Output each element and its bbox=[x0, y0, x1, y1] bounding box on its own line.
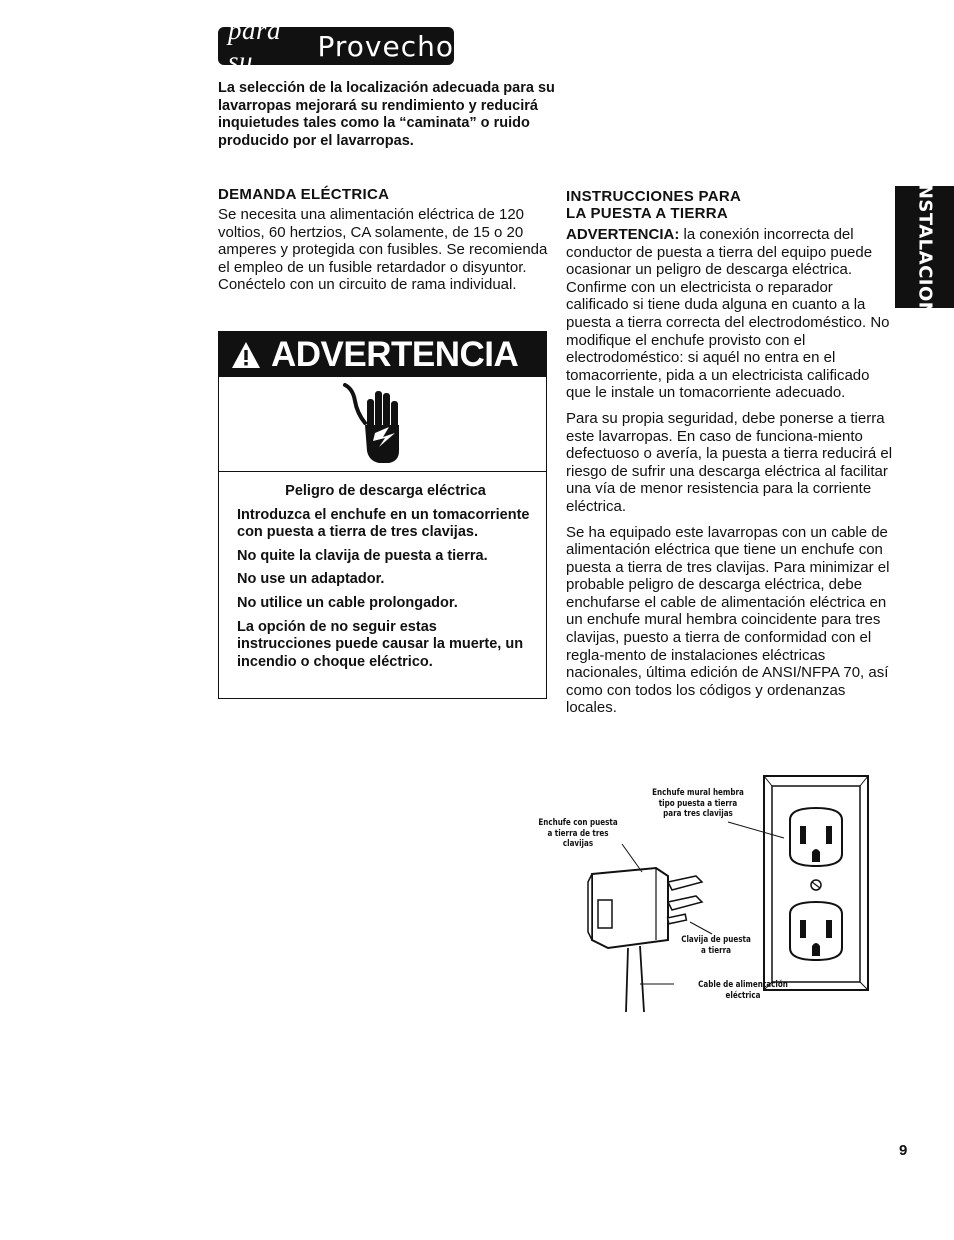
demanda-section bbox=[218, 186, 548, 294]
section-tab bbox=[895, 176, 954, 318]
pin-label bbox=[661, 935, 770, 956]
tierra-heading-1: INSTRUCCIONES PARA bbox=[566, 188, 742, 205]
warning-box bbox=[218, 331, 547, 699]
section-tab-label: INSTALACION bbox=[914, 176, 935, 318]
tierra-p1-text: la conexión incorrecta del conductor de puesta a tierra del equipo puede ocasionar un peligro de descarga eléctrica. Confirme con un electricista o reparador calificado si tiene duda alguna en cuanto a la puesta a tierra correcta del electrodoméstico. No modifique el enchufe provisto con el electrodoméstico: si aquél no entra en el tomacorriente, pida a un electricista calificado que le instale un tomacorriente adecuado. bbox=[566, 226, 890, 402]
banner-word-text: Provecho bbox=[317, 29, 454, 63]
cord-label-line-2: eléctrica bbox=[725, 989, 761, 1001]
tierra-p1-lead: ADVERTENCIA: bbox=[566, 226, 680, 243]
outlet-label-line-1: Enchufe mural hembra bbox=[652, 787, 744, 798]
warning-line-adapter: No use un adaptador. bbox=[237, 571, 385, 588]
warning-line-pin: No quite la clavija de puesta a tierra. bbox=[237, 547, 488, 564]
outlet-label-line-2: tipo puesta a tierra bbox=[658, 797, 738, 809]
warning-title: ADVERTENCIA bbox=[271, 334, 519, 374]
warning-triangle-icon bbox=[231, 341, 261, 369]
tierra-paragraph-1 bbox=[566, 226, 896, 402]
outlet-label-line-3: para tres clavijas bbox=[663, 808, 733, 819]
tierra-heading-2: LA PUESTA A TIERRA bbox=[566, 205, 729, 222]
tierra-section bbox=[566, 188, 896, 717]
outlet-label bbox=[620, 788, 776, 820]
plug-label-line-2: a tierra de tres bbox=[547, 827, 609, 839]
warning-icon-area bbox=[219, 377, 546, 472]
pin-label-line-1: Clavija de puesta bbox=[681, 934, 751, 945]
pin-label-line-2: a tierra bbox=[701, 944, 731, 956]
plug-label bbox=[516, 818, 641, 850]
cord-label-line-1: Cable de alimentación bbox=[698, 979, 788, 990]
warning-body bbox=[219, 472, 546, 671]
page-number: 9 bbox=[899, 1142, 908, 1159]
electric-shock-hand-icon bbox=[339, 381, 419, 469]
warning-line-consequence: La opción de no seguir estas instrucciones puede causar la muerte, un incendio o choque eléctrico. bbox=[237, 618, 524, 670]
cord-label bbox=[669, 980, 817, 1001]
tierra-paragraph-3: Se ha equipado este lavarropas con un cable de alimentación eléctrica que tiene un enchufe con puesta a tierra de tres clavijas. Para minimizar el probable peligro de descarga eléctrica, debe enchufarse el cable de alimentación eléctrica en un enchufe mural hembra coincidente para tres clavijas, puesto a tierra de conformidad con el regla-mento de instalaciones eléctricas nacionales, última edición de ANSI/NFPA 70, así como con todos los códigos y ordenanzas locales. bbox=[566, 523, 890, 717]
plug-outlet-figure bbox=[528, 772, 878, 1022]
warning-line-cord: No utilice un cable prolongador. bbox=[237, 594, 458, 611]
warning-line-plug: Introduzca el enchufe en un tomacorriente con puesta a tierra de tres clavijas. bbox=[237, 506, 530, 541]
demanda-heading: DEMANDA ELÉCTRICA bbox=[218, 186, 390, 203]
plug-label-line-3: clavijas bbox=[562, 838, 594, 849]
demanda-body: Se necesita una alimentación eléctrica de 120 voltios, 60 hertzios, CA solamente, de 15 o 20 amperes y protegida con fusibles. Se recomienda el empleo de un fusible retardador o disyuntor. Conéctelo con un circuito de rama individual. bbox=[218, 206, 548, 294]
plug-label-line-1: Enchufe con puesta bbox=[538, 817, 618, 828]
intro-paragraph: La selección de la localización adecuada para su lavarropas mejorará su rendimiento y reducirá inquietudes tales como la “caminata” o ruido producido por el lavarropas. bbox=[218, 80, 555, 149]
warning-line-hazard: Peligro de descarga eléctrica bbox=[285, 483, 486, 499]
warning-header bbox=[219, 332, 546, 377]
tierra-paragraph-2: Para su propia seguridad, debe ponerse a tierra este lavarropas. En caso de funciona-miento defectuoso o avería, la puesta a tierra reducirá el riesgo de sufrir una descarga eléctrica al facilitar una vía de menor resistencia para la corriente eléctrica. bbox=[566, 409, 893, 515]
section-banner bbox=[218, 15, 454, 76]
banner-script-text: para su bbox=[228, 15, 282, 76]
